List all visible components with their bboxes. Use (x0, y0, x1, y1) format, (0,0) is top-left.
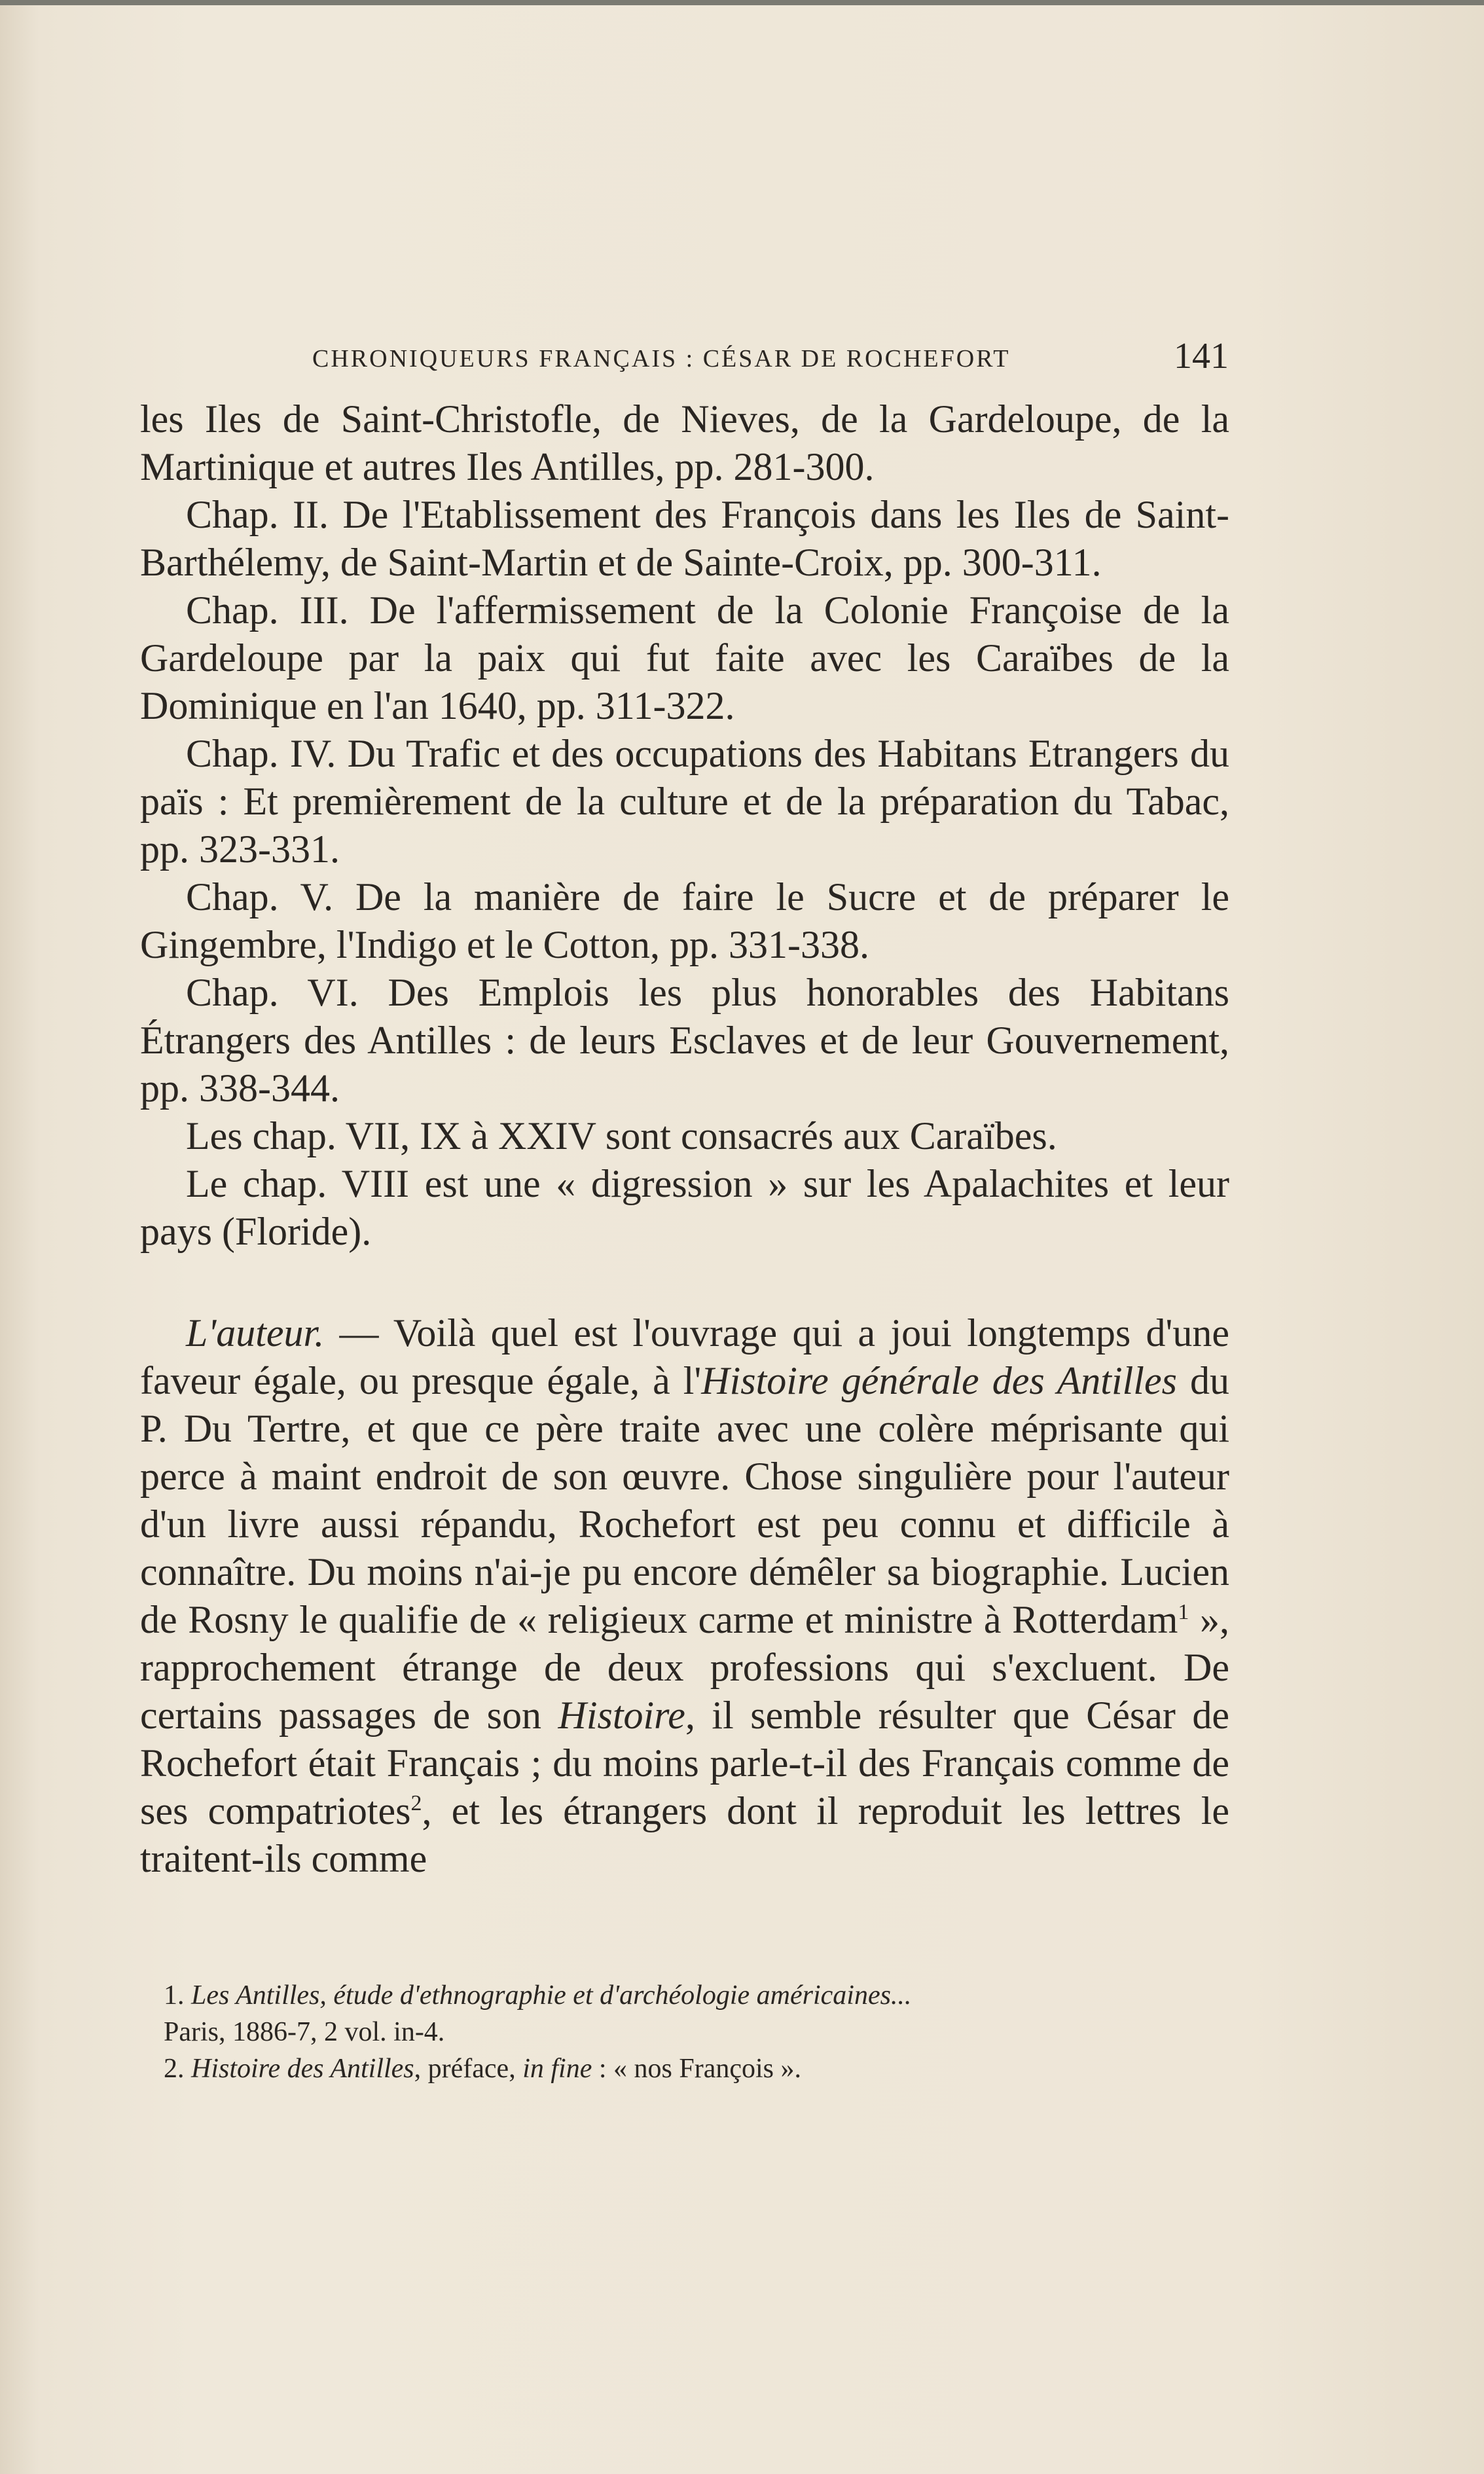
footnote-2 (164, 2050, 1231, 2087)
paragraph-continuation: les Iles de Saint-Christofle, de Nieves, de la Gardeloupe, de la Martinique et autres Iles Antilles, pp. 281-300. (140, 397, 1229, 488)
text-run: », rapprochement étrange de deux professions qui s'excluent. De certains passages de son (140, 1598, 1230, 1737)
text-run: — Voilà quel est l'ouvrage qui a joui longtemps d'une faveur égale, ou presque égale, à l' (140, 1311, 1229, 1402)
page-number: 141 (1174, 336, 1229, 376)
paragraph-chap-3: Chap. III. De l'affermissement de la Colonie Françoise de la Gardeloupe par la paix qui fut faite avec les Caraïbes de la Dominique en l'an 1640, pp. 311-322. (140, 589, 1229, 727)
footnote-1-continuation: Paris, 1886-7, 2 vol. in-4. (164, 2017, 445, 2047)
paragraph-chap-2: Chap. II. De l'Etablissement des François dans les Iles de Saint-Barthélemy, de Saint-Martin et de Sainte-Croix, pp. 300-311. (140, 493, 1229, 584)
paragraph-digression: Le chap. VIII est une « digression » sur les Apalachites et leur pays (Floride). (140, 1162, 1229, 1253)
footnotes (164, 1977, 1231, 2087)
body-text (140, 395, 1229, 1883)
running-head: CHRONIQUEURS FRANÇAIS : CÉSAR DE ROCHEFORT (312, 345, 1011, 373)
footnote-text: , préface, (414, 2054, 523, 2084)
book-title: Histoire générale des Antilles (701, 1359, 1177, 1402)
book-title: Histoire (558, 1694, 685, 1737)
footnote-ref: 2 (410, 1791, 422, 1815)
footnote-title: Les Antilles, étude d'ethnographie et d'archéologie américaines... (191, 1980, 912, 2010)
text-run: , il semble résulter que César de Rochefort était Français ; du moins parle-t-il des Français comme de ses compatriotes (140, 1694, 1230, 1832)
paragraph-chap-6: Chap. VI. Des Emplois les plus honorables des Habitans Étrangers des Antilles : de leurs Esclaves et de leur Gouvernement, pp. 338-344. (140, 971, 1229, 1110)
paragraph-chap-5: Chap. V. De la manière de faire le Sucre et de préparer le Gingembre, l'Indigo et le Cotton, pp. 331-338. (140, 875, 1229, 966)
text-run: , et les étrangers dont il reproduit les lettres le traitent-ils comme (140, 1789, 1229, 1880)
text-run: du P. Du Tertre, et que ce père traite avec une colère méprisante qui perce à maint endroit de son œuvre. Chose singulière pour l'auteur d'un livre aussi répandu, Rochefort est peu connu et difficile à connaître. Du moins n'ai-je pu encore démêler sa biographie. Lucien de Rosny le qualifie de « religieux carme et ministre à Rotterdam (140, 1359, 1230, 1641)
paragraph-caraibes: Les chap. VII, IX à XXIV sont consacrés aux Caraïbes. (186, 1114, 1057, 1157)
section-label: L'auteur. (186, 1311, 325, 1355)
paragraph-auteur (140, 1309, 1229, 1883)
footnote-1 (164, 1977, 1231, 2014)
paragraph-chap-4: Chap. IV. Du Trafic et des occupations des Habitans Etrangers du païs : Et premièrement de la culture et de la préparation du Tabac, pp. 323-331. (140, 732, 1229, 871)
footnote-title: Histoire des Antilles (191, 2054, 414, 2084)
footnote-number: 2. (164, 2054, 191, 2084)
footnote-text: : « nos François ». (592, 2054, 802, 2084)
footnote-number: 1. (164, 1980, 191, 2010)
footnote-latin: in fine (522, 2054, 592, 2084)
footnote-ref: 1 (1178, 1600, 1189, 1624)
page-header (312, 335, 1229, 381)
scan-top-edge (0, 0, 1484, 5)
